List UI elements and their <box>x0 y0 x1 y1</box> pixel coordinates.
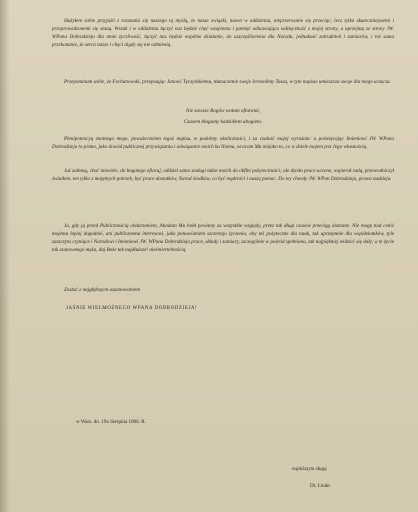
place-date: w Wars. dn. 19o Sierpnia 1806. R. <box>76 419 146 425</box>
paragraph-5: Ja, gdy ją przed Publicznością obdarzeniem, Abadam Mu hołd powinny za wszystkie względy, przez tak długi czasów przeciąg doznane. Nie mogę nad cenić mojemu lepiej dogodnié, ani publicznemu interesowi, jako ponawianiem szczerego życzenia, aby też pożyteczne dla nauk, tak uprzejmnie dla współziomków, tyle zaszczytu czyniące i Narodowi i Imieniowi JW. WPana Dobrodzieja prace, składy i zamiary, szczególnie w pośród spełniona, tak najpiękniej widzieć się dały; a te życie tak szanownego męża, daj Boże tak najdłuższe! nieśmiertelnością. <box>52 223 394 253</box>
signature: Dr. Linde. <box>310 483 331 489</box>
servant-line: najniższym sługą <box>292 466 327 472</box>
salutation: JAŚNIE WIELMOŻNEGO WPANA DOBRODZIEJA! <box>66 306 198 311</box>
page-shadow <box>0 0 10 512</box>
paragraph-1: Służyłem sobie przyjaźń z rozstania się naszego tą myślą, że nasze związki, nawet w oddaleniu, nieprzerwanie się przeciąć, lecz tylko skuteczniejszemi i przeprowadzonemi się staną. Wszak i w oddaleniu łączyć nas będzie chęć wzajemna i pamięć odnawiająca wdzięczność z mojej strony, a uprzejmą ze strony JW. WPana Dobrodzieja dla mnie życzliwość, łączyć nas będzie wspólne działanie, do uszczęśliwienia dla Narodu, jednakość zatrudnień i zamiarów, i też sama przekonanie, że serca nasze i chęci nigdy się nie odmienią. <box>52 18 394 48</box>
verse-line-2: Czasem błagamy kadzidłem ubogiem. <box>183 119 263 125</box>
paragraph-2: Przepominam sobie, że Fochanowski, przepisując Janowi Tęczyńskiemu, tłumaczenie swoje Jerozolimy Tassa, w tym napisie umieszcza swoje dla niego uczucia. <box>64 79 391 85</box>
paragraph-4: Już zatłoną, choć niewiele, do bogatego ofiaruj, oddziel samo zasługi także moich do obfite pożyteczności; ale dzieła prace uczone, wspierał radą, przewodniczył światłem, ten tylko z mojętnych potrzeb, być prace dostatków, Narod środków, co być mądrości i naszą pomoc. Do tey chwały JW. WPan Dobrodzieja, prawa nadzieja. <box>52 168 394 182</box>
closing-line: Zostać z najgłębszym uszanowaniem <box>64 287 140 293</box>
paragraph-3: Plenipotencyą stannego mego, poważeczniem tegoż napisu, w podobny okoliczności, i za czułość mojej wyrażam: a poświęcając Imieniowi JW. WPana Dobrodzieja to pismo, jako dowód publicznej przywiązania i odwiązanie moich ku Niemu, wracam Mu niejako to, co w dziele mojem jest Jego własnością. <box>52 136 394 150</box>
verse-line-1: Nie zawsze Bogów wołam ofiarami, <box>185 108 261 114</box>
